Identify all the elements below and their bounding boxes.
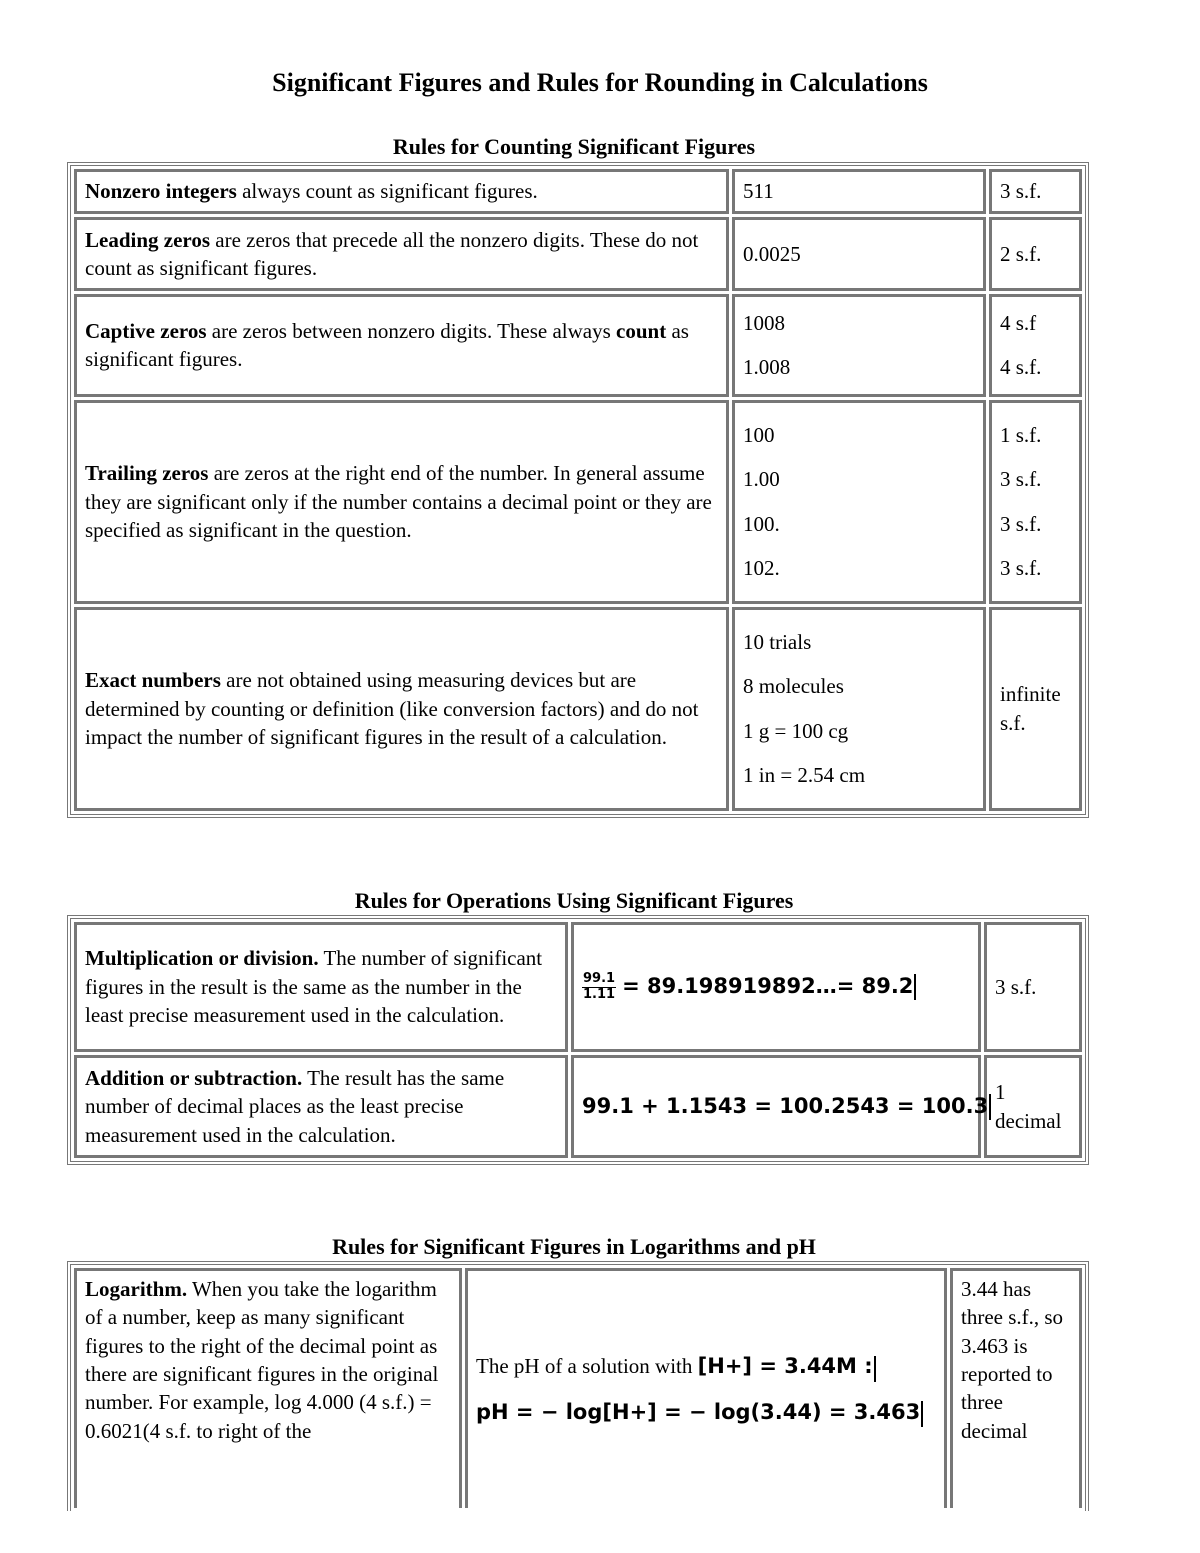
table-row — [74, 294, 1082, 397]
sf-cell: 3 s.f. — [989, 169, 1082, 214]
logs-table — [67, 1261, 1089, 1511]
sf-cell: 2 s.f. — [989, 217, 1082, 291]
sf-cell: infinite s.f. — [989, 607, 1082, 811]
sf-cell: 3 s.f. — [984, 922, 1082, 1052]
note-cell: 3.44 has three s.f., so 3.463 is reported to three decimal — [950, 1268, 1082, 1508]
rule-cell: Nonzero integers always count as significant figures. — [74, 169, 729, 214]
page-title: Significant Figures and Rules for Rounding in Calculations — [272, 68, 928, 97]
example-cell: 0.0025 — [732, 217, 986, 291]
fraction: $\frac{99.1}{1.11}$ — [583, 971, 616, 1002]
formula-cell: The pH of a solution with [H+] = 3.44M : pH = − log[H+] = − log(3.44) = 3.463 — [465, 1268, 947, 1508]
table-row — [74, 1055, 1082, 1158]
example-cell: 511 — [732, 169, 986, 214]
rule-cell: Addition or subtraction. The result has the same number of decimal places as the least precise measurement used in the calculation. — [74, 1055, 568, 1158]
table-row — [74, 922, 1082, 1052]
formula-cell: 99.1 + 1.1543 = 100.2543 = 100.3 — [571, 1055, 981, 1158]
text-cursor — [914, 974, 916, 1000]
example-cell: 10 trials 8 molecules 1 g = 100 cg 1 in = 2.54 cm — [732, 607, 986, 811]
example-cell: 100 1.00 100. 102. — [732, 400, 986, 604]
text-cursor — [874, 1356, 876, 1382]
sf-cell: 1 s.f. 3 s.f. 3 s.f. 3 s.f. — [989, 400, 1082, 604]
text-cursor — [921, 1401, 923, 1427]
rule-cell: Trailing zeros are zeros at the right end of the number. In general assume they are significant only if the number contains a decimal point or they are specified as significant in the question. — [74, 400, 729, 604]
rule-cell: Logarithm. When you take the logarithm of a number, keep as many significant figures to the right of the decimal point as there are significant figures in the original number. For example, log 4.000 (4 s.f.) = 0.6021(4 s.f. to right of the — [74, 1268, 462, 1508]
example-cell: 1008 1.008 — [732, 294, 986, 397]
table-row — [74, 169, 1082, 214]
logs-heading: Rules for Significant Figures in Logarithms and pH — [332, 1234, 816, 1259]
rule-cell: Multiplication or division. The number of significant figures in the result is the same as the number in the least precise measurement used in the calculation. — [74, 922, 568, 1052]
rule-cell: Leading zeros are zeros that precede all the nonzero digits. These do not count as significant figures. — [74, 217, 729, 291]
rule-cell: Exact numbers are not obtained using measuring devices but are determined by counting or definition (like conversion factors) and do not impact the number of significant figures in the result of a calculation. — [74, 607, 729, 811]
operations-heading: Rules for Operations Using Significant Figures — [354, 888, 794, 913]
text-cursor — [989, 1094, 991, 1120]
rule-cell: Captive zeros are zeros between nonzero digits. These always count as significant figures. — [74, 294, 729, 397]
sf-cell: 1 decimal — [984, 1055, 1082, 1158]
counting-table — [67, 162, 1089, 818]
sf-cell: 4 s.f 4 s.f. — [989, 294, 1082, 397]
table-row — [74, 1268, 1082, 1508]
operations-table — [67, 915, 1089, 1165]
table-row — [74, 217, 1082, 291]
counting-heading: Rules for Counting Significant Figures — [392, 134, 756, 159]
table-row — [74, 400, 1082, 604]
formula-cell: $\frac{99.1}{1.11}$ = 89.198919892…= 89.2 — [571, 922, 981, 1052]
table-row — [74, 607, 1082, 811]
